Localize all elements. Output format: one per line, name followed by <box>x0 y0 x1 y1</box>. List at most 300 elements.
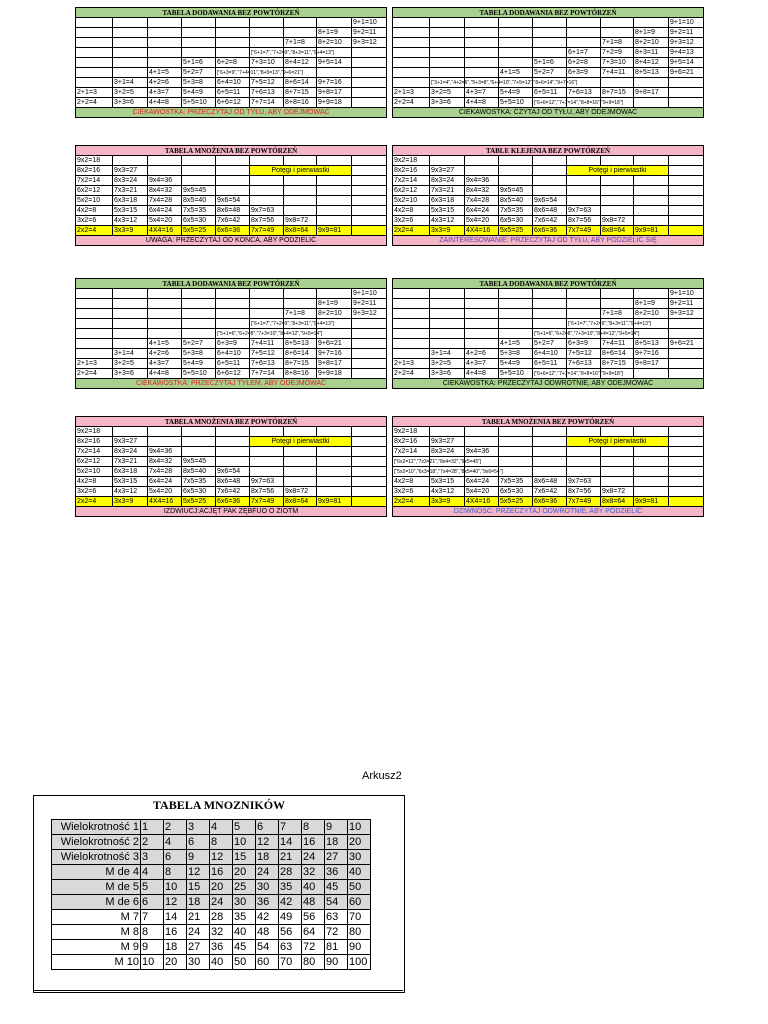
multiples-row <box>52 820 371 835</box>
table-cell: 5+5=10 <box>182 98 216 108</box>
table-cell <box>148 427 182 437</box>
multiples-row <box>52 865 371 880</box>
table-cell <box>148 329 182 339</box>
table-row <box>76 309 387 319</box>
multiples-bottom-line <box>33 990 403 991</box>
table-cell: 7+3=10 <box>601 58 634 68</box>
table-cell: 7x2=14 <box>393 447 430 457</box>
multiples-cell: 27 <box>325 850 348 865</box>
table-cell <box>182 156 216 166</box>
table-cell: 7x2=14 <box>76 447 113 457</box>
table-cell <box>499 38 533 48</box>
table-cell: 4+3=7 <box>465 88 499 98</box>
table-cell <box>113 48 148 58</box>
table-cell: 9x3=27 <box>113 166 148 176</box>
table-cell <box>216 309 250 319</box>
table-cell <box>430 329 465 339</box>
table-cell: 7x7=49 <box>250 226 284 236</box>
table-cell <box>430 309 465 319</box>
table-cell: 6x5=30 <box>182 216 216 226</box>
table-cell <box>533 156 567 166</box>
table-cell: 7x5=35 <box>499 206 533 216</box>
table-title-row <box>393 279 704 289</box>
table-cell: 3x3=9 <box>430 226 465 236</box>
table-cell <box>352 156 387 166</box>
table-cell <box>567 467 601 477</box>
multiples-cell: 36 <box>256 895 279 910</box>
multiples-cell: 35 <box>233 910 256 925</box>
table-cell: 7+1=8 <box>601 38 634 48</box>
table-cell <box>148 319 182 329</box>
table-cell: 6x2=12 <box>393 186 430 196</box>
table-cell: 6x5=30 <box>499 487 533 497</box>
table-cell: 5x5=25 <box>499 226 533 236</box>
table-cell: ["6+1=7","7+2=9","8+3=11","9+4=13"] <box>251 49 335 56</box>
multiples-cell: 30 <box>256 880 279 895</box>
table-title: TABELA MNOŻENIA BEZ POWTÓRZEŃ <box>393 417 704 427</box>
table-cell <box>352 477 387 487</box>
table-cell <box>430 339 465 349</box>
table-row <box>76 319 387 329</box>
table-cell <box>634 487 669 497</box>
table-row <box>76 457 387 467</box>
table-cell: 6x5=30 <box>499 216 533 226</box>
table-cell <box>317 467 352 477</box>
table-cell: ["5x2=10","6x3=18","7x4=28","8x5=40","9x6=54"] <box>394 468 503 475</box>
table-cell: 7x7=49 <box>567 497 601 507</box>
table-cell: 8x8=64 <box>601 226 634 236</box>
table-cell <box>216 38 250 48</box>
table-cell: 4+4=8 <box>148 98 182 108</box>
addition-table-top-left <box>75 7 387 118</box>
table-cell: 6+5=11 <box>533 88 567 98</box>
table-cell <box>601 176 634 186</box>
table-cell: 8+4=12 <box>284 58 317 68</box>
table-cell <box>499 467 533 477</box>
table-cell: 7+5=12 <box>567 349 601 359</box>
table-cell <box>634 18 669 28</box>
table-cell: 9+8=17 <box>317 359 352 369</box>
table-cell: 7x5=35 <box>182 206 216 216</box>
table-cell <box>634 156 669 166</box>
sheet-name: Arkusz2 <box>362 770 402 782</box>
multiples-cell: 10 <box>164 880 187 895</box>
table-cell: 6x4=24 <box>465 206 499 216</box>
table-cell <box>393 349 430 359</box>
table-cell <box>567 289 601 299</box>
table-row <box>393 437 704 447</box>
table-cell: 7+3=10 <box>250 58 284 68</box>
table-cell: 6x3=18 <box>113 467 148 477</box>
multiples-cell: 12 <box>256 835 279 850</box>
table-title-row <box>393 146 704 156</box>
table-cell <box>76 299 113 309</box>
table-cell <box>250 289 284 299</box>
table-cell: 7+5=12 <box>250 78 284 88</box>
table-cell <box>601 289 634 299</box>
table-cell: 5+3=8 <box>499 349 533 359</box>
multiples-row-label: M 8 <box>52 925 141 940</box>
table-cell <box>430 299 465 309</box>
table-cell <box>250 38 284 48</box>
table-cell <box>669 349 704 359</box>
table-cell: 4+2=6 <box>148 349 182 359</box>
table-cell: 8x8=64 <box>284 497 317 507</box>
multiples-cell: 60 <box>256 955 279 970</box>
multiples-cell: 15 <box>233 850 256 865</box>
table-note: CIEKAWOSTKA: PRZECZYTAJ OD TYŁU, ABY ODEJMOWAĆ <box>76 108 387 118</box>
table-cell: 2x2=4 <box>393 226 430 236</box>
table-cell <box>250 196 284 206</box>
table-cell: 5x5=25 <box>182 497 216 507</box>
table-cell <box>465 68 499 78</box>
table-cell: 9+1=10 <box>669 289 704 299</box>
table-row <box>393 38 704 48</box>
table-cell: 4x2=8 <box>393 206 430 216</box>
multiples-cell: 48 <box>302 895 325 910</box>
table-cell: 9x8=72 <box>284 216 317 226</box>
multiples-cell: 80 <box>302 955 325 970</box>
table-cell: 6+3=9 <box>567 339 601 349</box>
table-cell <box>499 166 533 176</box>
table-row <box>76 176 387 186</box>
table-cell: 2x2=4 <box>76 497 113 507</box>
table-cell: 7+7=14 <box>250 369 284 379</box>
table-cell <box>250 186 284 196</box>
table-note-row <box>76 108 387 118</box>
table-cell <box>113 339 148 349</box>
table-cell <box>601 427 634 437</box>
multiples-cell: 15 <box>187 880 210 895</box>
multiples-cell: 6 <box>141 895 164 910</box>
table-cell <box>393 38 430 48</box>
table-cell: 5x3=15 <box>430 477 465 487</box>
table-cell: 9x6=54 <box>533 196 567 206</box>
table-cell <box>284 176 317 186</box>
multiples-row-label: Wielokrotność 2 <box>52 835 141 850</box>
multiples-cell: 90 <box>325 955 348 970</box>
table-cell: 9+5=14 <box>669 58 704 68</box>
table-cell <box>430 289 465 299</box>
table-cell <box>352 216 387 226</box>
table-note: CIEKAWOSTKA: PRZECZYTAJ ODWROTNIE, ABY ODEJMOWAĆ <box>393 379 704 389</box>
table-cell <box>499 319 533 329</box>
table-cell <box>634 78 669 88</box>
multiples-cell: 54 <box>256 940 279 955</box>
table-row <box>76 339 387 349</box>
multiples-row-label: Wielokrotność 1 <box>52 820 141 835</box>
table-cell: 6+5=11 <box>533 359 567 369</box>
table-cell <box>465 319 499 329</box>
table-cell <box>669 427 704 437</box>
table-cell: 8+6=14 <box>284 349 317 359</box>
table-cell: 5x4=20 <box>148 216 182 226</box>
table-title: TABELA DODAWANIA BEZ POWTÓRZEŃ <box>393 8 704 18</box>
table-cell: 3x2=6 <box>76 487 113 497</box>
table-cell: 8x4=32 <box>465 186 499 196</box>
table-cell <box>113 58 148 68</box>
table-cell <box>284 467 317 477</box>
table-cell: 8x2=16 <box>393 437 430 447</box>
table-cell: 8x2=16 <box>76 166 113 176</box>
table-cell: 5x4=20 <box>465 216 499 226</box>
table-cell <box>465 156 499 166</box>
table-cell: 8x3=24 <box>430 176 465 186</box>
table-cell: 4+3=7 <box>148 359 182 369</box>
table-row <box>393 457 704 467</box>
table-cell: 9x8=72 <box>601 487 634 497</box>
table-cell <box>250 427 284 437</box>
multiples-cell: 7 <box>141 910 164 925</box>
multiples-cell: 28 <box>210 910 233 925</box>
table-cell <box>533 38 567 48</box>
table-row <box>76 216 387 226</box>
table-cell: 4+1=5 <box>148 339 182 349</box>
table-cell: 7+1=8 <box>284 38 317 48</box>
table-cell <box>216 28 250 38</box>
table-cell <box>634 289 669 299</box>
table-cell: 3+3=6 <box>113 369 148 379</box>
table-cell: 5x3=15 <box>430 206 465 216</box>
table-cell: 7+7=14 <box>250 98 284 108</box>
table-cell <box>669 206 704 216</box>
table-cell <box>352 206 387 216</box>
table-cell: ["5+1=6","6+2=8","7+3=10","8+4=12","9+5=14"] <box>217 330 323 337</box>
table-cell: 8+4=12 <box>634 58 669 68</box>
table-cell <box>567 196 601 206</box>
multiples-cell: 45 <box>325 880 348 895</box>
table-cell: ["6+1=7","7+2=9","8+3=11","9+4=13"] <box>251 320 335 327</box>
table-cell <box>284 156 317 166</box>
table-cell: 7x4=28 <box>148 196 182 206</box>
table-cell: 5+3=8 <box>182 78 216 88</box>
table-cell: ["6+6=12","7+7=14","8+8=16","9+9=18"] <box>534 370 623 377</box>
table-cell: 2+1=3 <box>393 359 430 369</box>
table-cell: 8+5=13 <box>284 339 317 349</box>
table-cell <box>148 299 182 309</box>
multiples-cell: 72 <box>325 925 348 940</box>
table-cell <box>76 319 113 329</box>
table-cell <box>393 68 430 78</box>
table-cell: 6x2=12 <box>76 186 113 196</box>
table-cell: 8+8=16 <box>284 98 317 108</box>
table-cell: 6x4=24 <box>465 477 499 487</box>
table-cell: 8x4=32 <box>148 457 182 467</box>
table-cell: 9+7=16 <box>317 78 352 88</box>
table-cell <box>113 319 148 329</box>
multiples-cell: 2 <box>141 835 164 850</box>
table-cell <box>393 319 430 329</box>
table-row <box>393 68 704 78</box>
table-cell <box>216 176 250 186</box>
table-cell <box>533 186 567 196</box>
table-cell: 5x2=10 <box>76 467 113 477</box>
table-row <box>76 359 387 369</box>
table-cell <box>250 467 284 477</box>
table-cell <box>430 68 465 78</box>
table-title: TABLE KLEJENIA BEZ POWTÓRZEŃ <box>393 146 704 156</box>
table-cell <box>250 309 284 319</box>
table-cell: 2+1=3 <box>76 88 113 98</box>
table-cell <box>250 299 284 309</box>
table-cell: 7x7=49 <box>567 226 601 236</box>
table-cell <box>499 447 533 457</box>
table-row <box>76 369 387 379</box>
table-cell: 5+5=10 <box>499 369 533 379</box>
table-cell: 6+5=11 <box>216 359 250 369</box>
table-cell: 9x3=27 <box>113 437 148 447</box>
table-cell: 8x8=64 <box>284 226 317 236</box>
table-cell <box>352 359 387 369</box>
multiples-cell: 42 <box>279 895 302 910</box>
table-cell <box>634 196 669 206</box>
table-note: ZAINTERESOWANIE: PRZECZYTAJ OD TYŁU, ABY PODZIELIĆ SIĘ <box>393 236 704 246</box>
table-cell <box>182 427 216 437</box>
table-cell: 9x2=18 <box>76 427 113 437</box>
table-cell: 5+3=8 <box>182 349 216 359</box>
table-cell: 6x2=12 <box>76 457 113 467</box>
table-cell: 9x9=81 <box>634 497 669 507</box>
table-cell: 7+6=13 <box>567 359 601 369</box>
table-cell <box>352 319 387 329</box>
table-cell <box>76 339 113 349</box>
table-cell <box>634 477 669 487</box>
multiples-cell: 18 <box>325 835 348 850</box>
table-cell <box>533 447 567 457</box>
table-cell <box>634 206 669 216</box>
table-cell <box>669 329 704 339</box>
multiples-cell: 20 <box>164 955 187 970</box>
table-cell <box>499 18 533 28</box>
table-cell <box>499 299 533 309</box>
table-cell <box>465 339 499 349</box>
multiples-cell: 4 <box>141 865 164 880</box>
table-cell <box>533 166 567 176</box>
table-cell <box>76 28 113 38</box>
table-cell: 6+6=12 <box>216 369 250 379</box>
table-cell <box>465 299 499 309</box>
table-cell <box>216 48 250 58</box>
table-cell <box>250 28 284 38</box>
table-cell <box>533 176 567 186</box>
table-cell: 9x9=81 <box>634 226 669 236</box>
table-cell: 5+4=9 <box>182 88 216 98</box>
table-cell: 5+2=7 <box>533 339 567 349</box>
multiples-cell: 6 <box>164 850 187 865</box>
table-cell <box>182 309 216 319</box>
table-cell: 4X4=16 <box>465 497 499 507</box>
table-row <box>76 88 387 98</box>
table-cell: 9x6=54 <box>216 196 250 206</box>
table-cell <box>533 18 567 28</box>
table-cell: 9x4=36 <box>148 176 182 186</box>
table-cell: 9+2=11 <box>352 28 387 38</box>
table-cell <box>567 447 601 457</box>
table-cell: 8x7=56 <box>567 487 601 497</box>
table-cell: 9x2=18 <box>76 156 113 166</box>
table-cell: 9x2=18 <box>393 156 430 166</box>
table-cell <box>113 38 148 48</box>
table-cell <box>601 457 634 467</box>
table-cell <box>216 457 250 467</box>
multiples-cell: 27 <box>187 940 210 955</box>
table-row <box>393 299 704 309</box>
table-row <box>393 447 704 457</box>
table-cell: 8x6=48 <box>533 477 567 487</box>
table-cell: 8x7=56 <box>250 487 284 497</box>
table-cell: 5+2=7 <box>533 68 567 78</box>
table-cell: 4+3=7 <box>148 88 182 98</box>
multiples-cell: 40 <box>348 865 371 880</box>
table-cell: 8+7=15 <box>284 359 317 369</box>
table-cell <box>284 18 317 28</box>
multiples-cell: 14 <box>164 910 187 925</box>
multiples-cell: 4 <box>210 820 233 835</box>
table-cell: 8+2=10 <box>634 38 669 48</box>
multiples-cell: 9 <box>141 940 164 955</box>
multiples-cell: 40 <box>233 925 256 940</box>
table-cell: 7+6=13 <box>250 359 284 369</box>
table-note-row <box>393 507 704 517</box>
table-cell <box>465 28 499 38</box>
table-note: UWAGA: PRZECZYTAJ OD KOŃCA, ABY PODZIELIĆ <box>76 236 387 246</box>
multiples-cell: 72 <box>302 940 325 955</box>
table-cell <box>148 166 182 176</box>
table-row <box>76 467 387 477</box>
table-cell <box>465 289 499 299</box>
table-cell <box>430 58 465 68</box>
multiples-row <box>52 910 371 925</box>
table-row <box>76 206 387 216</box>
multiples-cell: 5 <box>233 820 256 835</box>
table-cell <box>113 299 148 309</box>
multiplication-table-bottom-left <box>75 416 387 517</box>
table-cell: ["6+6=12","7+7=14","8+8=16","9+9=18"] <box>534 99 623 106</box>
table-cell: 4+1=5 <box>499 68 533 78</box>
table-cell <box>148 38 182 48</box>
table-note: DZIWNOŚĆ: PRZECZYTAJ ODWROTNIE, ABY PODZIELIĆ <box>393 507 704 517</box>
table-cell <box>669 497 704 507</box>
table-cell: 9+7=16 <box>317 349 352 359</box>
table-cell: 4+2=6 <box>148 78 182 88</box>
table-cell <box>182 329 216 339</box>
table-cell: 3x3=9 <box>113 226 148 236</box>
table-cell <box>317 487 352 497</box>
table-cell: 8x2=16 <box>76 437 113 447</box>
table-cell <box>182 28 216 38</box>
table-row <box>76 447 387 457</box>
table-cell <box>352 166 387 176</box>
addition-table-bottom-left <box>75 278 387 389</box>
table-cell <box>76 48 113 58</box>
table-cell <box>533 467 567 477</box>
table-cell: 9x5=45 <box>182 186 216 196</box>
table-row <box>76 78 387 88</box>
table-cell <box>76 38 113 48</box>
table-cell: 5+4=9 <box>499 359 533 369</box>
table-title: TABELA MNOŻENIA BEZ POWTÓRZEŃ <box>76 417 387 427</box>
table-cell <box>216 166 250 176</box>
table-cell <box>634 369 669 379</box>
table-row <box>76 299 387 309</box>
multiples-row <box>52 895 371 910</box>
table-cell: 8+2=10 <box>634 309 669 319</box>
table-cell: 3+3=6 <box>113 98 148 108</box>
table-row <box>76 289 387 299</box>
table-cell: ["6x2=12","7x3=21","8x4=32","9x5=45"] <box>394 458 482 465</box>
table-cell: 9x7=63 <box>250 477 284 487</box>
table-row <box>393 319 704 329</box>
